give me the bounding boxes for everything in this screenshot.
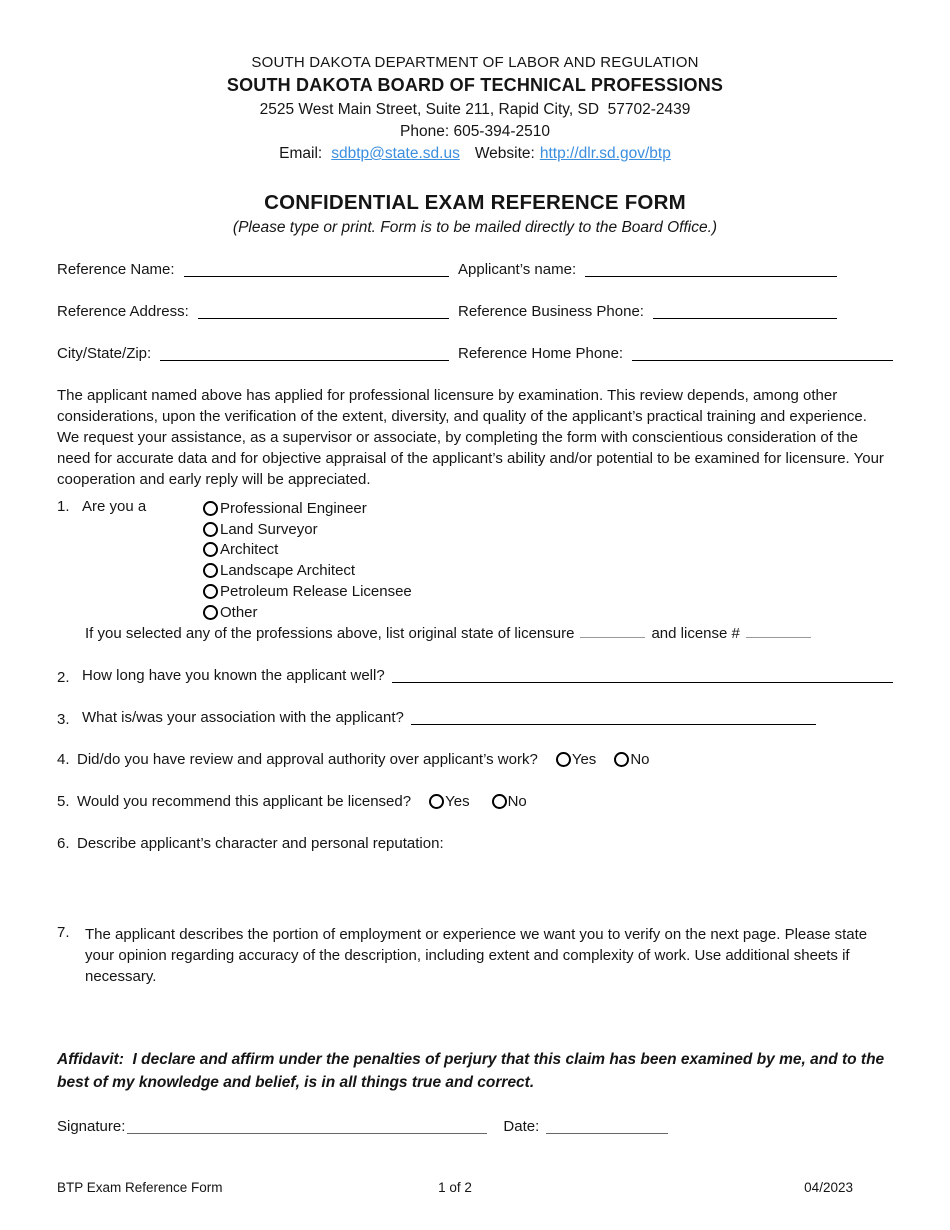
reference-address-label: Reference Address: <box>57 303 189 320</box>
reference-home-phone-input[interactable] <box>632 347 893 361</box>
question-5-text: Would you recommend this applicant be licensed? <box>77 792 412 810</box>
question-2-number: 2. <box>57 668 70 686</box>
question-4-number: 4. <box>57 750 70 768</box>
radio-button-icon[interactable] <box>203 584 218 599</box>
radio-button-icon[interactable] <box>203 522 218 537</box>
reference-business-phone-label: Reference Business Phone: <box>458 303 644 320</box>
page-footer <box>57 1179 893 1197</box>
question-5 <box>57 791 893 812</box>
radio-button-icon[interactable] <box>429 794 444 809</box>
question-3 <box>57 707 893 728</box>
profession-options <box>203 498 412 623</box>
footer-revision-date: 04/2023 <box>804 1180 853 1195</box>
department-name: SOUTH DAKOTA DEPARTMENT OF LABOR AND REGULATION <box>251 54 699 71</box>
signature-input[interactable] <box>127 1120 487 1134</box>
applicant-name-label: Applicant’s name: <box>458 261 577 278</box>
question-1 <box>57 498 893 623</box>
reference-business-phone-input[interactable] <box>653 305 837 319</box>
license-number-input[interactable] <box>746 625 811 638</box>
question-7-text: The applicant describes the portion of employment or experience we want you to verify on the next page. Please state your opinion regarding accuracy of the description, including extent and complexity of work. Use additional sheets if necessary. <box>85 925 868 986</box>
field-row <box>57 343 893 364</box>
letterhead <box>57 52 893 165</box>
option-petroleum-release-licensee[interactable]: Petroleum Release Licensee <box>203 581 412 602</box>
reference-home-phone-label: Reference Home Phone: <box>458 345 624 362</box>
date-label: Date: <box>503 1117 540 1135</box>
form-subtitle: (Please type or print. Form is to be mailed directly to the Board Office.) <box>232 219 718 236</box>
affidavit-text: Affidavit: I declare and affirm under the penalties of perjury that this claim has been examined by me, and to the best of my knowledge and belief, is in all things true and correct. <box>57 1050 889 1091</box>
email-label: Email: <box>279 145 323 162</box>
state-of-licensure-input[interactable] <box>580 625 645 638</box>
field-row <box>57 259 893 280</box>
question-5-no[interactable]: No <box>492 793 527 810</box>
email-link[interactable]: sdbtp@state.sd.us <box>331 145 460 162</box>
city-state-zip-label: City/State/Zip: <box>57 345 152 362</box>
question-3-text: What is/was your association with the applicant? <box>82 708 404 726</box>
board-address: 2525 West Main Street, Suite 211, Rapid City, SD 57702-2439 <box>259 101 691 118</box>
question-6-number: 6. <box>57 834 70 852</box>
question-7-number: 7. <box>57 923 70 941</box>
question-5-number: 5. <box>57 792 70 810</box>
followup-text: If you selected any of the professions above, list original state of licensure <box>85 624 575 642</box>
footer-page-number: 1 of 2 <box>438 1180 472 1195</box>
question-3-number: 3. <box>57 710 70 728</box>
field-row <box>57 301 893 322</box>
question-2 <box>57 665 893 686</box>
form-title: CONFIDENTIAL EXAM REFERENCE FORM <box>264 191 686 214</box>
question-4-no[interactable]: No <box>614 751 649 768</box>
question-4-text: Did/do you have review and approval authority over applicant’s work? <box>77 750 538 768</box>
date-input[interactable] <box>546 1120 668 1134</box>
question-6-text: Describe applicant’s character and personal reputation: <box>77 834 444 852</box>
contact-line <box>57 143 893 165</box>
reference-name-input[interactable] <box>184 263 449 277</box>
reference-address-input[interactable] <box>198 305 449 319</box>
question-2-text: How long have you known the applicant well? <box>82 666 385 684</box>
applicant-name-input[interactable] <box>585 263 837 277</box>
question-1-followup <box>85 623 893 644</box>
option-landscape-architect[interactable]: Landscape Architect <box>203 560 412 581</box>
radio-button-icon[interactable] <box>614 752 629 767</box>
question-1-label: Are you a <box>82 498 147 515</box>
question-6 <box>57 833 893 854</box>
question-7 <box>57 924 893 988</box>
question-3-input[interactable] <box>411 711 816 725</box>
question-4 <box>57 749 893 770</box>
signature-row <box>57 1115 893 1137</box>
website-link[interactable]: http://dlr.sd.gov/btp <box>539 145 671 162</box>
radio-button-icon[interactable] <box>203 501 218 516</box>
question-5-yes[interactable]: Yes <box>429 793 469 810</box>
question-1-number: 1. <box>57 498 70 515</box>
option-other[interactable]: Other <box>203 602 412 623</box>
radio-button-icon[interactable] <box>556 752 571 767</box>
board-phone: Phone: 605-394-2510 <box>400 123 550 140</box>
reference-name-label: Reference Name: <box>57 261 175 278</box>
website-label: Website: <box>474 145 535 162</box>
radio-button-icon[interactable] <box>492 794 507 809</box>
radio-button-icon[interactable] <box>203 605 218 620</box>
option-professional-engineer[interactable]: Professional Engineer <box>203 498 412 519</box>
radio-button-icon[interactable] <box>203 563 218 578</box>
intro-paragraph: The applicant named above has applied for professional licensure by examination. This review depends, among other considerations, upon the verification of the extent, diversity, and quality of the applicant’s practical training and experience. We request your assistance, as a supervisor or associate, by completing the form with conscientious consideration of the need for accurate data and for objective appraisal of the applicant’s ability and/or potential to be examined for licensure. Your cooperation and early reply will be appreciated. <box>57 387 884 488</box>
reference-fields <box>57 259 893 364</box>
radio-button-icon[interactable] <box>203 542 218 557</box>
board-name: SOUTH DAKOTA BOARD OF TECHNICAL PROFESSIONS <box>226 75 724 95</box>
question-2-input[interactable] <box>392 669 893 683</box>
followup-text: and license # <box>651 624 740 642</box>
question-4-yes[interactable]: Yes <box>556 751 596 768</box>
signature-label: Signature: <box>57 1117 126 1135</box>
option-architect[interactable]: Architect <box>203 540 412 561</box>
city-state-zip-input[interactable] <box>160 347 449 361</box>
option-land-surveyor[interactable]: Land Surveyor <box>203 519 412 540</box>
footer-form-name: BTP Exam Reference Form <box>57 1180 223 1195</box>
